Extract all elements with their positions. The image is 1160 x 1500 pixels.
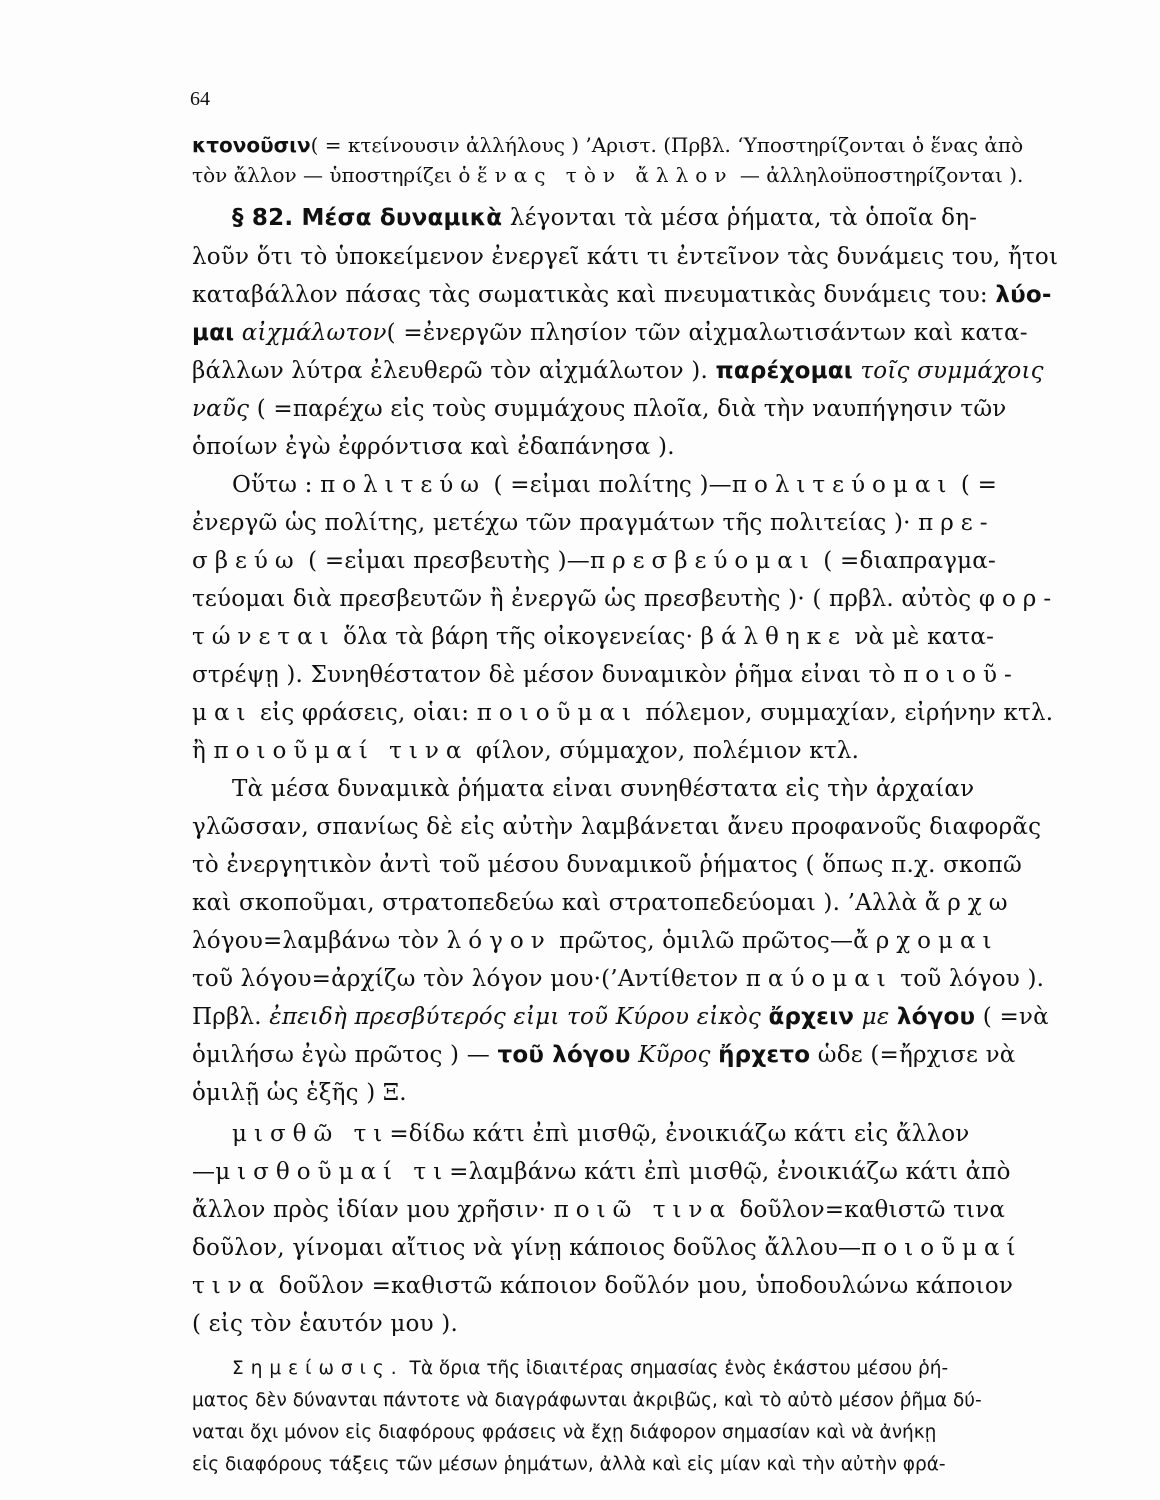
text-line	[192, 434, 1072, 460]
bold-term: τοῦ λόγου	[497, 1042, 631, 1068]
italic-term: αἰχμάλωτον	[234, 320, 387, 346]
line-text: ( =ἐνεργῶν πλησίον τῶν αἰχμαλωτισάντων καὶ κατα-	[386, 320, 1028, 346]
spaced-term: τώνεται	[192, 624, 336, 650]
text-line	[232, 776, 1072, 802]
line-text: ( =εἶμαι πολίτης )—	[486, 472, 732, 498]
text-line	[192, 282, 1072, 308]
text-line	[192, 928, 1072, 954]
line-text: ἄλλον πρὸς ἰδίαν μου χρῆσιν·	[192, 1197, 554, 1223]
bold-term: μαι	[192, 320, 235, 346]
line-text: ναται ὄχι μόνον εἰς διαφόρους φράσεις νὰ ἔχῃ διάφορον σημασίαν καὶ νὰ ἀνήκῃ	[192, 1422, 937, 1443]
spaced-term: πολιτεύομαι	[731, 472, 954, 498]
text-line	[192, 1004, 1072, 1030]
note-line	[232, 1358, 1072, 1379]
bold-term: λόγου	[896, 1004, 976, 1030]
spaced-term: μισθοῦμαί τι	[215, 1159, 450, 1185]
line-text: πρῶτος, ὁμιλῶ πρῶτος—	[551, 928, 854, 954]
text-line	[192, 358, 1072, 384]
text-line	[232, 1121, 1072, 1147]
line-text: πόλεμον, συμμαχίαν, εἰρήνην κτλ.	[638, 700, 1054, 726]
spaced-term: τινα	[192, 1273, 272, 1299]
line-text: ( =νὰ	[975, 1004, 1049, 1030]
line-text: φίλον, σύμμαχον, πολέμιον κτλ.	[468, 738, 860, 764]
bold-term: ἤρχετο	[718, 1042, 811, 1068]
line-text: =δίδω κάτι ἐπὶ μισθῷ, ἐνοικιάζω κάτι εἰς ἄλλον	[389, 1121, 970, 1147]
italic-term: ναῦς	[192, 396, 250, 422]
bold-term: λύο-	[995, 282, 1052, 308]
text-line	[192, 1273, 1072, 1299]
text-line	[232, 472, 1072, 498]
text-line	[192, 890, 1072, 916]
line-text: καὶ σκοποῦμαι, στρατοπεδεύω καὶ στρατοπεδεύομαι ). ’Αλλὰ	[192, 890, 925, 916]
note-line	[192, 1454, 1072, 1475]
text-line	[192, 966, 1072, 992]
spaced-term: ποιοῦ-	[903, 662, 1019, 688]
spaced-term: λόγον	[446, 928, 552, 954]
line-text: ἐνεργῶ ὡς πολίτης, μετέχω τῶν πραγμάτων τῆς πολιτείας )·	[192, 510, 919, 536]
spaced-term: παύομαι	[745, 966, 893, 992]
line-text: Τὰ μέσα δυναμικὰ ῥήματα εἶναι συνηθέστατα εἰς τὴν ἀρχαίαν	[232, 776, 975, 802]
spaced-term: ἕνας τὸν ἄλλον	[476, 163, 734, 187]
text-line	[192, 320, 1072, 346]
line-text: καταβάλλον πάσας τὰς σωματικὰς καὶ πνευματικὰς δυνάμεις του:	[192, 282, 996, 308]
line-text: τοῦ λόγου ).	[892, 966, 1045, 992]
line-text: ( = κτείνουσιν ἀλλήλους ) ’Αριστ. (Πρβλ. ‘Υποστηρίζονται ὁ ἕνας ἀπὸ	[310, 133, 1024, 157]
text-line	[192, 700, 1072, 726]
text-line	[192, 814, 1072, 840]
line-text: τοῦ λόγου=ἀρχίζω τὸν λόγον μου·(’Αντίθετον	[192, 966, 746, 992]
note-line	[192, 1422, 1072, 1443]
line-text: ( =	[953, 472, 998, 498]
text-line	[192, 852, 1072, 878]
note-line	[192, 1390, 1072, 1411]
line-text: ( εἰς τὸν ἑαυτόν μου ).	[192, 1311, 458, 1337]
bold-term: ἄρχειν	[768, 1004, 855, 1030]
spaced-term: ἄρχω	[924, 890, 1015, 916]
text-line	[192, 163, 1072, 187]
spaced-term: βάλθηκε	[700, 624, 847, 650]
line-text: στρέψῃ ). Συνηθέστατον δὲ μέσον δυναμικὸν ῥῆμα εἶναι τὸ	[192, 662, 904, 688]
text-line	[192, 1235, 1072, 1261]
text-line	[192, 548, 1072, 574]
spaced-term: φορ-	[978, 586, 1059, 612]
bold-term: παρέχομαι	[715, 358, 853, 384]
line-text: ὁμιλήσω ἐγὼ πρῶτος ) —	[192, 1042, 498, 1068]
bold-term: κτονοῦσιν	[192, 133, 311, 157]
text-line	[192, 586, 1072, 612]
text-line	[192, 662, 1072, 688]
text-line	[192, 396, 1072, 422]
spaced-term: ποιῶ τινα	[553, 1197, 732, 1223]
text-line	[192, 738, 1072, 764]
line-text: ὧδε (=ἤρχισε νὰ	[810, 1042, 1016, 1068]
line-text: ( =διαπραγμα-	[815, 548, 997, 574]
spaced-term: ποιοῦμαί τινα	[213, 738, 469, 764]
spaced-term: ποιοῦμαί	[861, 1235, 1023, 1261]
spaced-term: ποιοῦμαι	[476, 700, 639, 726]
spaced-term: μισθῶ τι	[232, 1121, 390, 1147]
text-line	[192, 1080, 1072, 1106]
line-text: ὁμιλῇ ὡς ἑξῆς ) Ξ.	[192, 1080, 407, 1106]
spaced-term: μαι	[192, 700, 253, 726]
spaced-term: πολιτεύω	[320, 472, 487, 498]
line-text: τὸ ἐνεργητικὸν ἀντὶ τοῦ μέσου δυναμικοῦ ῥήματος ( ὅπως π.χ. σκοπῶ	[192, 852, 1022, 878]
line-text: Οὕτω :	[232, 472, 321, 498]
text-line	[192, 133, 1072, 157]
italic-term: Κῦρος	[630, 1042, 719, 1068]
text-line	[192, 1197, 1072, 1223]
note-heading: Σημείωσις.	[232, 1358, 404, 1379]
line-text: εἰς διαφόρους τάξεις τῶν μέσων ῥημάτων, ἀλλὰ καὶ εἰς μίαν καὶ τὴν αὐτὴν φρά-	[192, 1454, 946, 1475]
line-text: Πρβλ.	[192, 1004, 270, 1030]
line-text: εἰς φράσεις, οἷαι:	[252, 700, 477, 726]
line-text: λοῦν ὅτι τὸ ὑποκείμενον ἐνεργεῖ κάτι τι ἐντεῖνον τὰς δυνάμεις του, ἤτοι	[192, 244, 1059, 270]
line-text: ὅλα τὰ βάρη τῆς οἰκογενείας·	[335, 624, 701, 650]
line-text: ἢ	[192, 738, 214, 764]
line-text: λόγου=λαμβάνω τὸν	[192, 928, 447, 954]
line-text: τεύομαι διὰ πρεσβευτῶν ἢ ἐνεργῶ ὡς πρεσβευτὴς )· ( πρβλ. αὐτὸς	[192, 586, 979, 612]
line-text: δοῦλον =καθιστῶ κάποιον δοῦλόν μου, ὑποδουλώνω κάποιον	[271, 1273, 1014, 1299]
spaced-term: πρε-	[918, 510, 995, 536]
text-line	[192, 1159, 1072, 1185]
section-heading: § 82. Μέσα δυναμικὰ	[232, 205, 503, 231]
spaced-term: σβεύω	[192, 548, 301, 574]
text-line	[192, 1311, 1072, 1337]
italic-term: τοῖς συμμάχοις	[852, 358, 1044, 384]
line-text: δοῦλον=καθιστῶ τινα	[731, 1197, 1006, 1223]
text-line	[192, 1042, 1072, 1068]
spaced-term: ἄρχομαι	[853, 928, 999, 954]
page-number: 64	[190, 88, 210, 110]
section-heading-line	[232, 205, 1072, 231]
italic-term: με	[854, 1004, 897, 1030]
text-line	[192, 624, 1072, 650]
text-line	[192, 244, 1072, 270]
line-text: —	[192, 1159, 216, 1185]
text-line	[192, 510, 1072, 536]
line-text: =λαμβάνω κάτι ἐπὶ μισθῷ, ἐνοικιάζω κάτι ἀπὸ	[449, 1159, 1011, 1185]
line-text: ματος δὲν δύνανται πάντοτε νὰ διαγράφωνται ἀκριβῶς, καὶ τὸ αὐτὸ μέσον ῥῆμα δύ-	[192, 1390, 982, 1411]
line-text: ὁποίων ἐγὼ ἐφρόντισα καὶ ἐδαπάνησα ).	[192, 434, 675, 460]
line-text: ( =παρέχω εἰς τοὺς συμμάχους πλοῖα, διὰ τὴν ναυπήγησιν τῶν	[249, 396, 1007, 422]
line-text: γλῶσσαν, σπανίως δὲ εἰς αὐτὴν λαμβάνεται ἄνευ προφανοῦς διαφορᾶς	[192, 814, 1042, 840]
line-text: τὸν ἄλλον — ὑποστηρίζει ὁ	[192, 163, 477, 187]
line-text: ( =εἶμαι πρεσβευτὴς )—	[300, 548, 590, 574]
line-text: δοῦλον, γίνομαι αἴτιος νὰ γίνῃ κάποιος δοῦλος ἄλλου—	[192, 1235, 862, 1261]
italic-term: ἐπειδὴ πρεσβύτερός εἰμι τοῦ Κύρου εἰκὸς	[269, 1004, 769, 1030]
spaced-term: πρεσβεύομαι	[589, 548, 816, 574]
line-text: Τὰ ὅρια τῆς ἰδιαιτέρας σημασίας ἑνὸς ἑκάστου μέσου ῥή-	[403, 1358, 949, 1379]
line-text: νὰ μὲ κατα-	[846, 624, 995, 650]
line-text: βάλλων λύτρα ἐλευθερῶ τὸν αἰχμάλωτον ).	[192, 358, 716, 384]
line-text: — ἀλληλοϋποστηρίζονται ).	[733, 163, 1024, 187]
line-text: λέγονται τὰ μέσα ῥήματα, τὰ ὁποῖα δη-	[502, 205, 978, 231]
